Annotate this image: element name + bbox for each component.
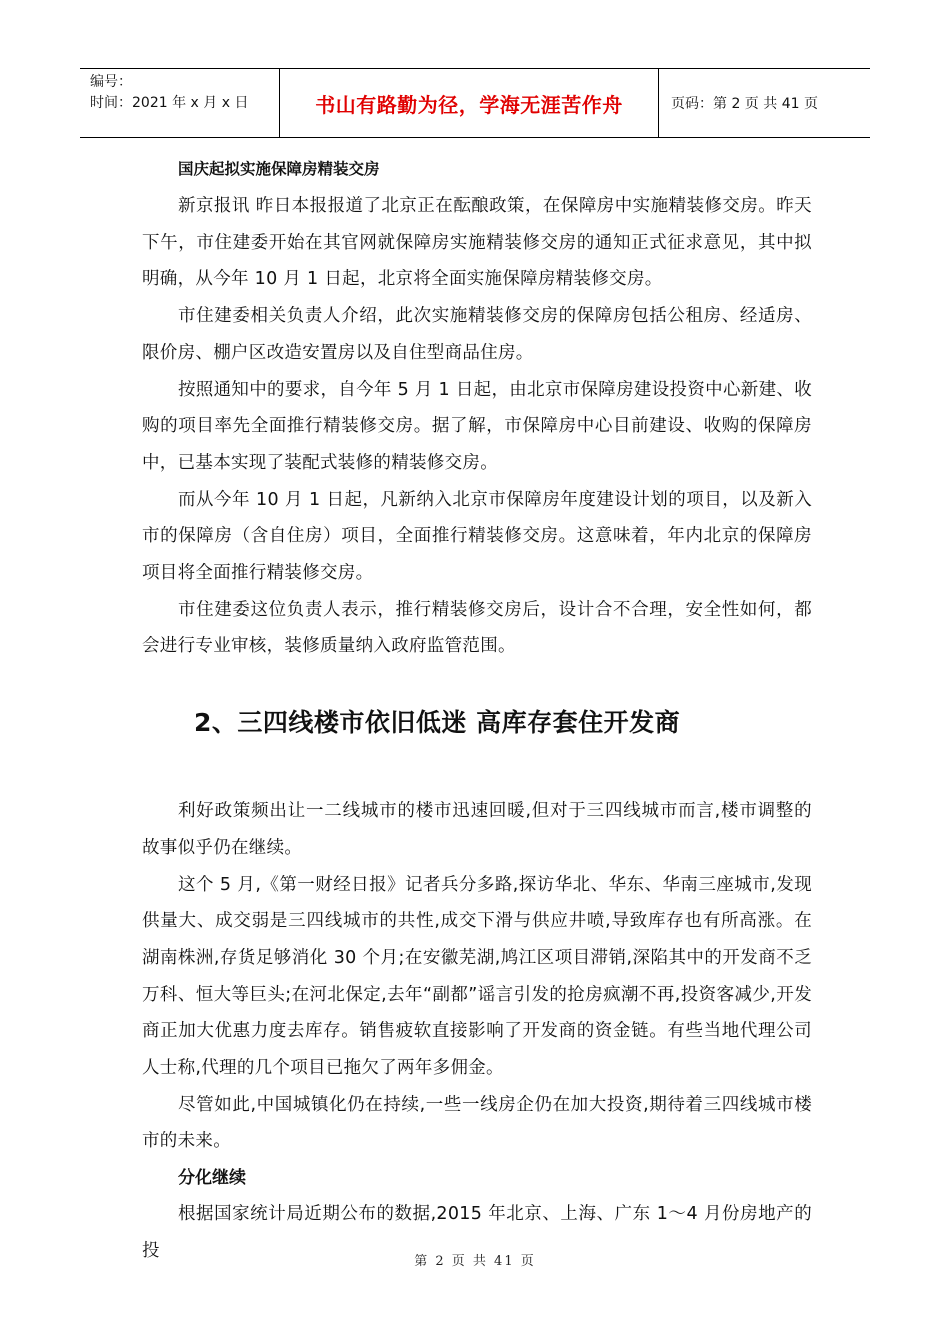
article1-paragraph: 按照通知中的要求，自今年 5 月 1 日起，由北京市保障房建设投资中心新建、收购的项目率先全面推行精装修交房。据了解，市保障房中心目前建设、收购的保障房中，已基本实现了装配式装修的精装修交房。 (142, 379, 812, 473)
header-motto: 书山有路勤为径，学海无涯苦作舟 (280, 69, 659, 137)
article1-paragraph: 市住建委相关负责人介绍，此次实施精装修交房的保障房包括公租房、经适房、限价房、棚户区改造安置房以及自住型商品住房。 (142, 306, 812, 363)
header-meta (80, 69, 280, 137)
header-number-label: 编号： (90, 74, 132, 90)
article2-paragraph: 这个 5 月,《第一财经日报》记者兵分多路,探访华北、华东、华南三座城市,发现供量大、成交弱是三四线城市的共性,成交下滑与供应井喷,导致库存也有所高涨。在湖南株洲,存货足够消化 30 个月;在安徽芜湖,鸠江区项目滞销,深陷其中的开发商不乏万科、恒大等巨头;在河北保定,去年“副都”谣言引发的抢房疯潮不再,投资客减少,开发商正加大优惠力度去库存。销售疲软直接影响了开发商的资金链。有些当地代理公司人士称,代理的几个项目已拖欠了两年多佣金。 (142, 874, 812, 1079)
article2-subheading: 分化继续 (178, 1168, 246, 1189)
header-page-info: 页码：第 2 页 共 41 页 (671, 96, 818, 112)
document-body (142, 150, 812, 1270)
header-date-label: 时间：2021 年 x 月 x 日 (90, 95, 249, 111)
page-footer: 第 2 页 共 41 页 (414, 1254, 536, 1269)
article1-paragraph: 市住建委这位负责人表示，推行精装修交房后，设计合不合理，安全性如何，都会进行专业审核，装修质量纳入政府监管范围。 (142, 599, 812, 657)
article1-paragraph: 而从今年 10 月 1 日起，凡新纳入北京市保障房年度建设计划的项目，以及新入市的保障房（含自住房）项目，全面推行精装修交房。这意味着，年内北京的保障房项目将全面推行精装修交房。 (142, 489, 812, 584)
article2-heading: 2、三四线楼市依旧低迷 高库存套住开发商 (194, 708, 681, 738)
article2-paragraph: 利好政策频出让一二线城市的楼市迅速回暖,但对于三四线城市而言,楼市调整的故事似乎仍在继续。 (142, 801, 812, 858)
article2-paragraph: 根据国家统计局近期公布的数据,2015 年北京、上海、广东 1～4 月份房地产的投 (142, 1204, 812, 1261)
article1-title: 国庆起拟实施保障房精装交房 (178, 160, 380, 178)
page-header (80, 68, 870, 138)
article2-paragraph: 尽管如此,中国城镇化仍在持续,一些一线房企仍在加大投资,期待着三四线城市楼市的未来。 (142, 1094, 812, 1152)
article1-paragraph: 新京报讯 昨日本报报道了北京正在酝酿政策，在保障房中实施精装修交房。昨天下午，市住建委开始在其官网就保障房实施精装修交房的通知正式征求意见，其中拟明确，从今年 10 月 1 日起，北京将全面实施保障房精装修交房。 (142, 196, 812, 290)
